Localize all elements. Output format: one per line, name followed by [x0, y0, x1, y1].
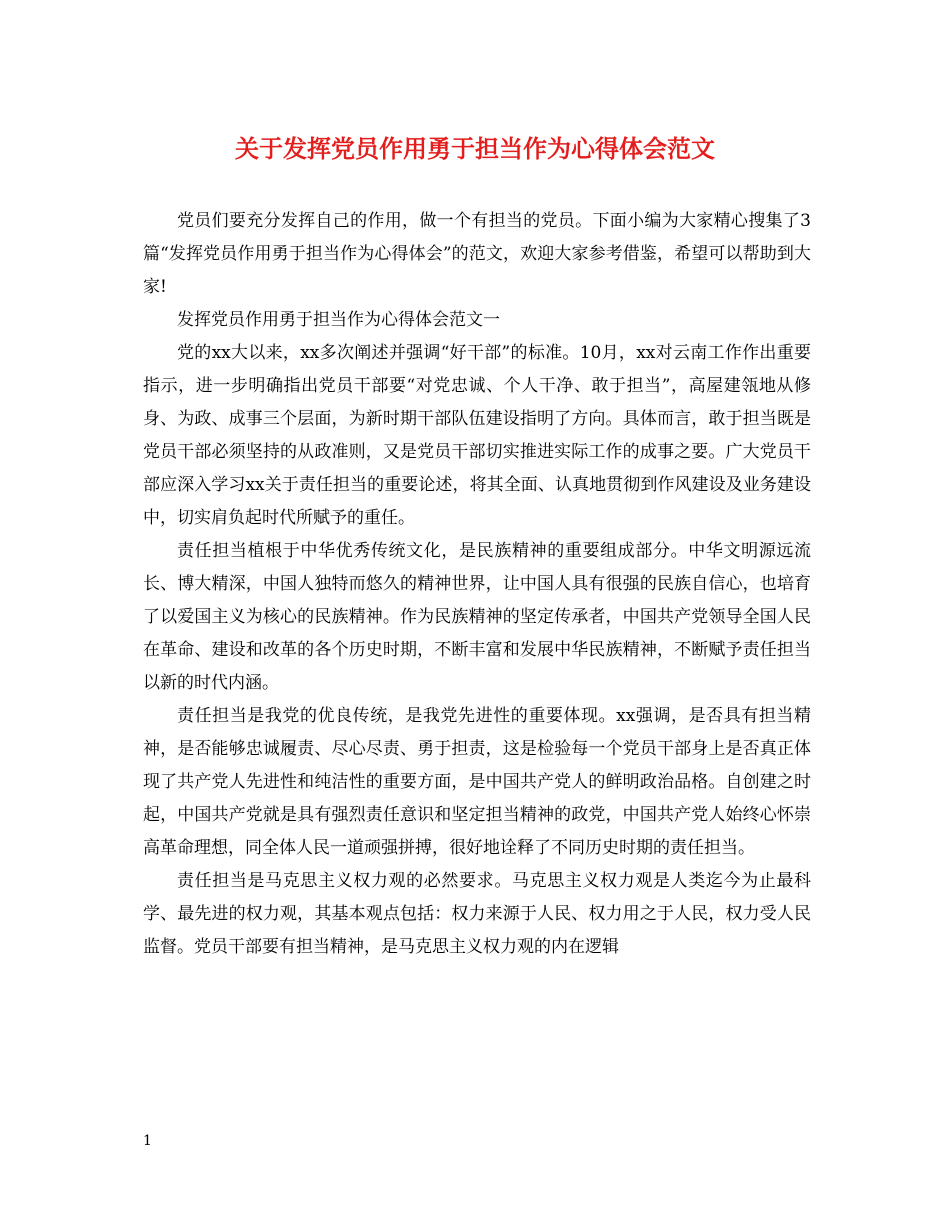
page-number: 1 [143, 1133, 152, 1149]
paragraph-1: 党的xx大以来，xx多次阐述并强调“好干部”的标准。10月，xx对云南工作作出重要指示，进一步明确指出党员干部要“对党忠诚、个人干净、敢于担当”，高屋建瓴地从修身、为政、成事三个层面，为新时期干部队伍建设指明了方向。具体而言，敢于担当既是党员干部必须坚持的从政准则，又是党员干部切实推进实际工作的成事之要。广大党员干部应深入学习xx关于责任担当的重要论述，将其全面、认真地贯彻到作风建设及业务建设中，切实肩负起时代所赋予的重任。 [143, 343, 811, 528]
paragraph-3: 责任担当是我党的优良传统，是我党先进性的重要体现。xx强调，是否具有担当精神，是否能够忠诚履责、尽心尽责、勇于担责，这是检验每一个党员干部身上是否真正体现了共产党人先进性和纯洁性的重要方面，是中国共产党人的鲜明政治品格。自创建之时起，中国共产党就是具有强烈责任意识和坚定担当精神的政党，中国共产党人始终心怀崇高革命理想，同全体人民一道顽强拼搏，很好地诠释了不同历史时期的责任担当。 [143, 706, 811, 858]
document-title: 关于发挥党员作用勇于担当作为心得体会范文 [235, 134, 715, 163]
section-heading: 发挥党员作用勇于担当作为心得体会范文一 [177, 310, 500, 330]
paragraph-4: 责任担当是马克思主义权力观的必然要求。马克思主义权力观是人类迄今为止最科学、最先进的权力观，其基本观点包括：权力来源于人民、权力用之于人民，权力受人民监督。党员干部要有担当精神，是马克思主义权力观的内在逻辑 [143, 871, 811, 957]
paragraph-intro: 党员们要充分发挥自己的作用，做一个有担当的党员。下面小编为大家精心搜集了3篇“发挥党员作用勇于担当作为心得体会”的范文，欢迎大家参考借鉴，希望可以帮助到大家! [143, 211, 811, 297]
document-body [143, 205, 811, 964]
paragraph-2: 责任担当植根于中华优秀传统文化，是民族精神的重要组成部分。中华文明源远流长、博大精深，中国人独特而悠久的精神世界，让中国人具有很强的民族自信心，也培育了以爱国主义为核心的民族精神。作为民族精神的坚定传承者，中国共产党领导全国人民在革命、建设和改革的各个历史时期，不断丰富和发展中华民族精神，不断赋予责任担当以新的时代内涵。 [143, 541, 811, 693]
